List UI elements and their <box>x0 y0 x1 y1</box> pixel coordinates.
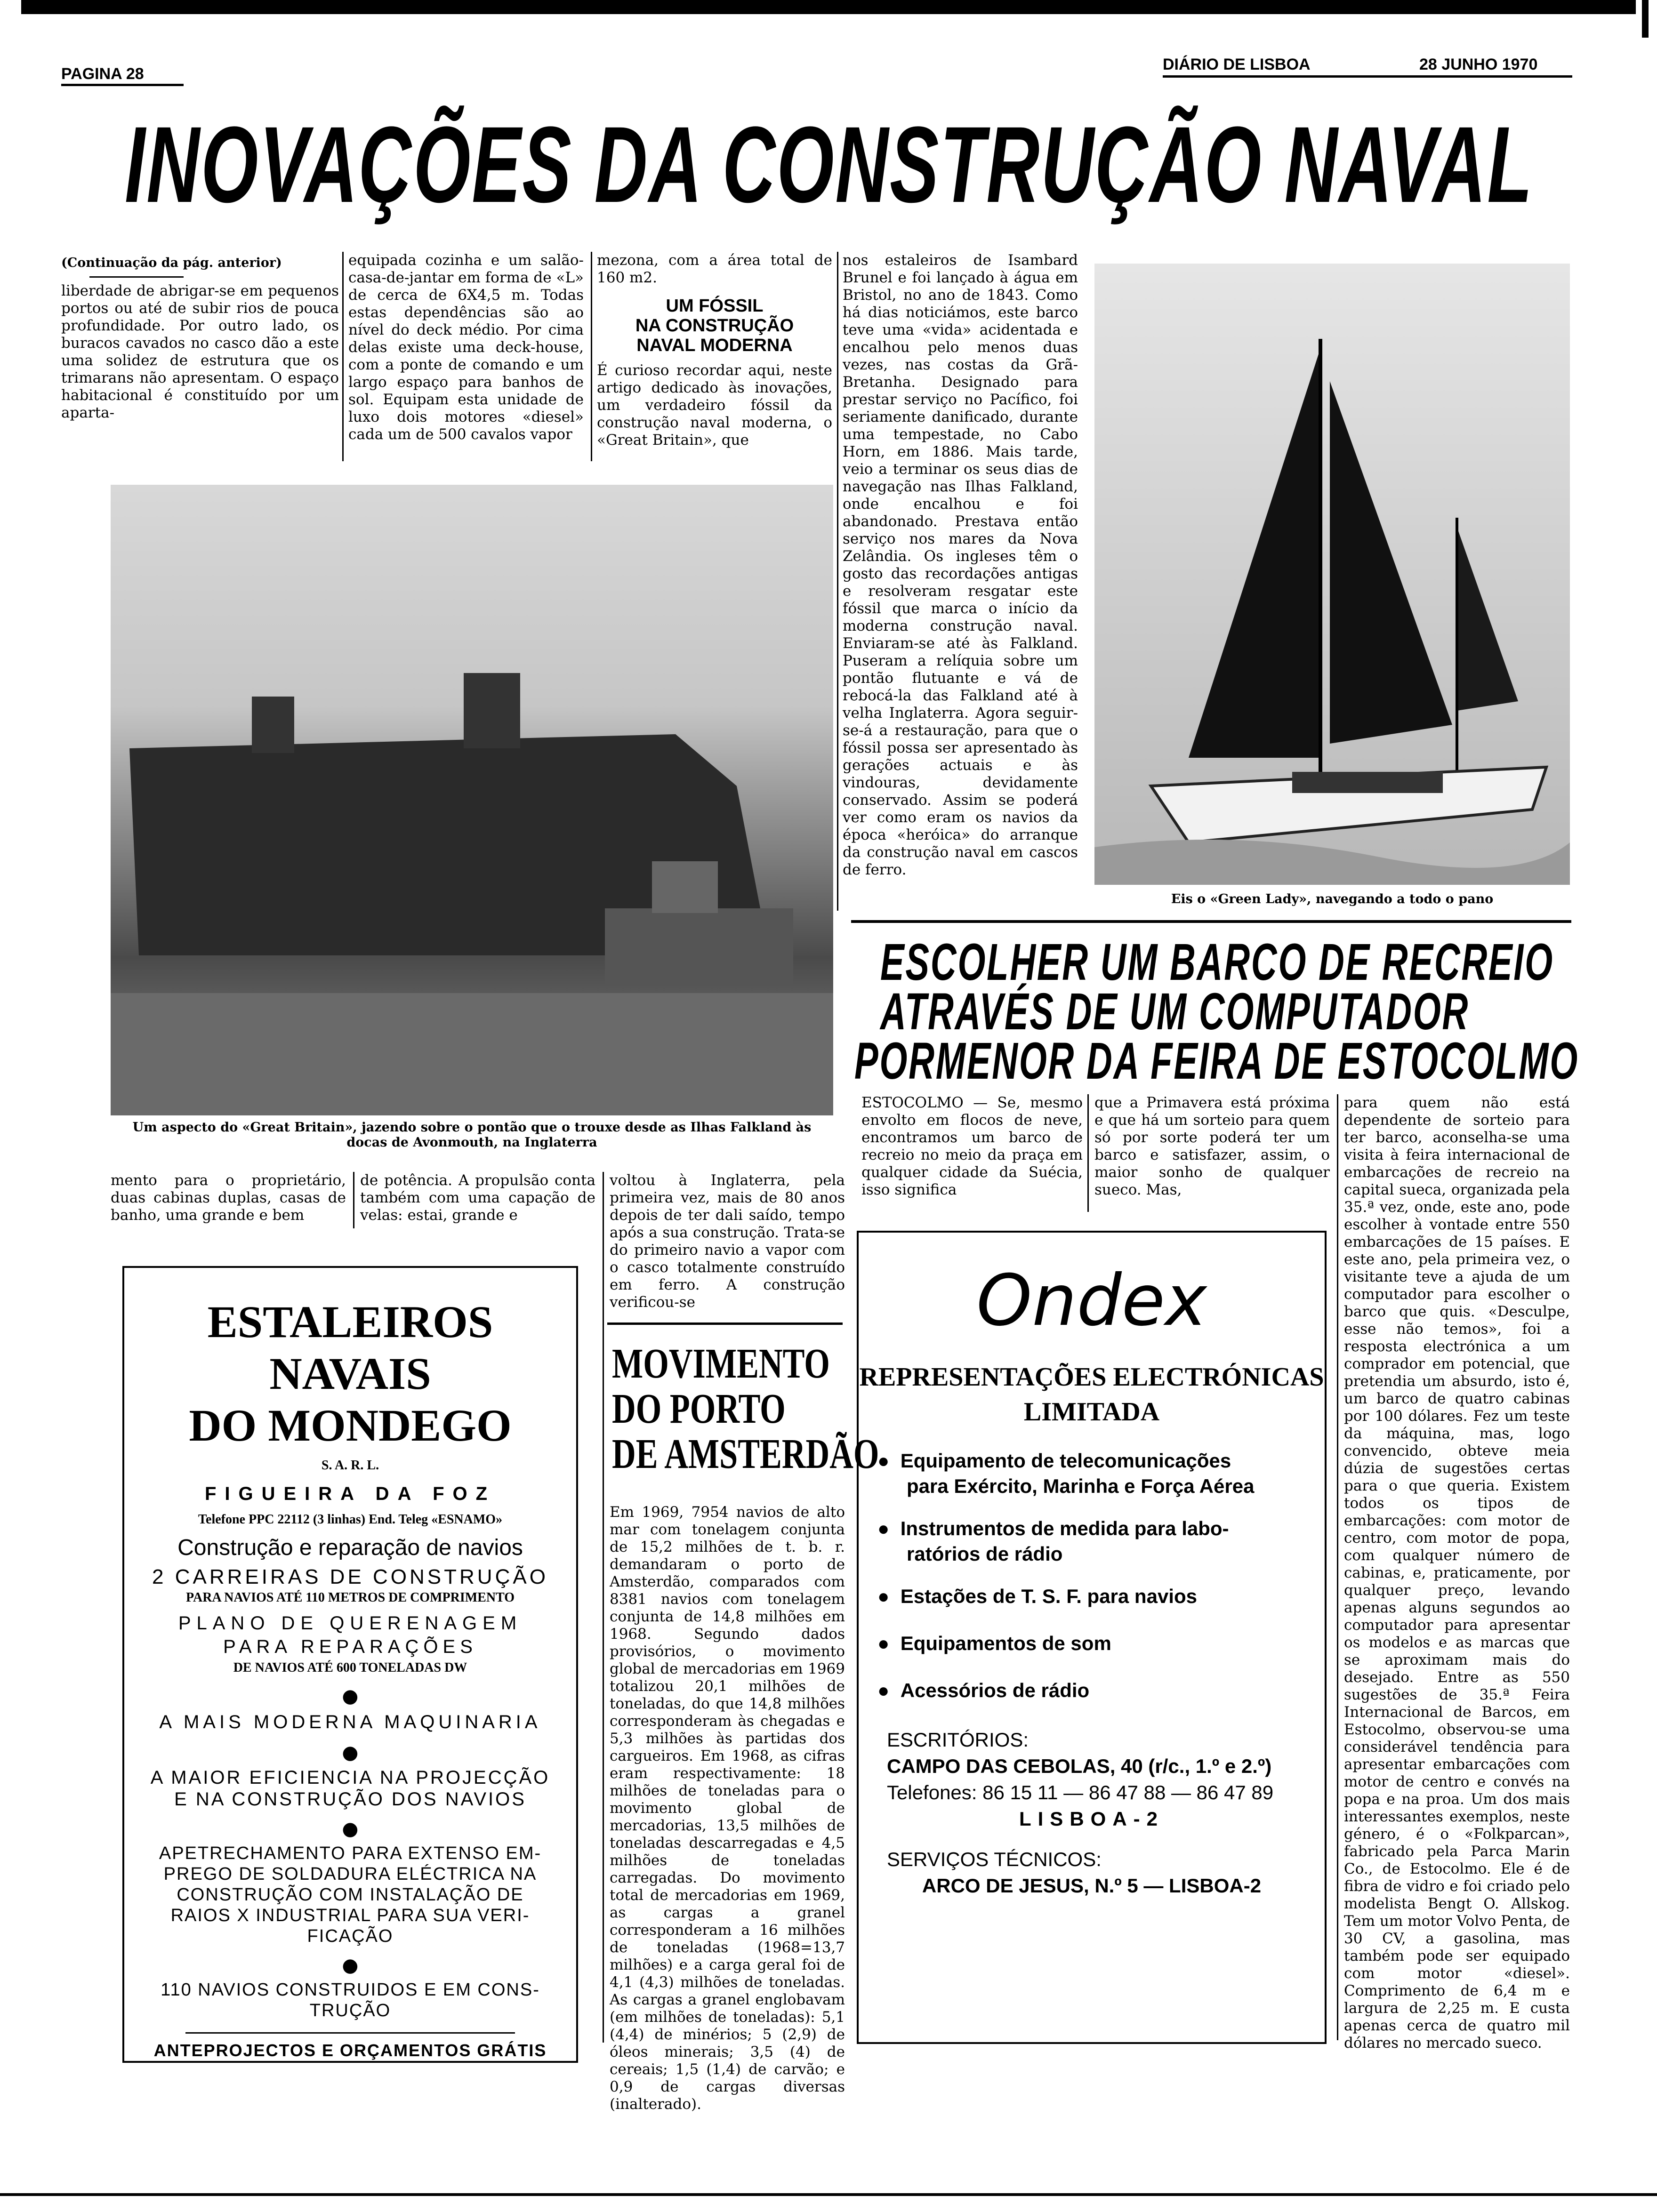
header-rule-right <box>1163 75 1572 78</box>
ad-mondego-line2: 2 CARREIRAS DE CONSTRUÇÃO <box>152 1565 548 1588</box>
ondex-city: LISBOA-2 <box>1019 1808 1164 1830</box>
ad-mondego-feat2b: E NA CONSTRUÇÃO DOS NAVIOS <box>174 1789 526 1810</box>
computer-col3: para quem não está dependente de sorteio para ter barco, aconselha-se uma visita à feira internacional de embarcações de recreio na capital sueca, organizada pela 35.ª vez, onde, este ano, pode escolher à vontade entre 550 embarcações de 15 países. E este ano, pela primeira vez, o visitante teve a ajuda de um computador para escolher o barco que quis. «Desculpe, esse não temos», foi a resposta electrónica a um comprador em potencial, que pretendia um absurdo, isto é, um barco de quatro cabinas por 100 dólares. Fez um teste da máquina, mas, logo convencido, obteve meia dúzia de sugestões certas para o que queria. Existem todos os tipos de embarcações: com motor de centro, com motor de popa, com qualquer número de cabinas, e, praticamente, por qualquer preço, levando apenas alguns segundos ao computador para apresentar os modelos e as marcas que se aproximam mais do desejado. Entre as 550 sugestões de 35.ª Feira Internacional de Barcos, em Estocolmo, observou-se uma considerável tendência para apresentar embarcações com motor de centro e convés na popa e na proa. Um dos mais interessantes exemplos, neste género, é o «Folkparcan», fabricado pela Parca Marin Co., de Estocolmo. Ele é de fibra de vidro e foi criado pelo modelista Bengt O. Allskog. Tem um motor Volvo Penta, de 30 CV, a gasolina, mas também pode ser equipado com motor «diesel». Comprimento de 6,4 m e largura de 2,25 m. E custa apenas cerca de quatro mil dólares no mercado sueco. <box>1344 1094 1570 2052</box>
ondex-tech-address: ARCO DE JESUS, N.º 5 — LISBOA-2 <box>922 1875 1262 1897</box>
computer-col1: ESTOCOLMO — Se, mesmo envolto em flocos de neve, encontramos um barco de recreio no meio da praça em qualquer cidade da Suécia, isso significa <box>861 1094 1083 1198</box>
continuation-note: (Continuação da pág. anterior) <box>61 256 282 270</box>
ad-mondego-feat4a: 110 NAVIOS CONSTRUIDOS E EM CONS- <box>161 1980 540 2000</box>
ad-bullet: ● <box>342 1685 359 1707</box>
intro-col3-top: mezona, com a área total de 160 m2. <box>597 252 832 286</box>
ad-mondego-phone: Telefone PPC 22112 (3 linhas) End. Teleg «ESNAMO» <box>198 1512 503 1527</box>
ondex-item: para Exército, Marinha e Força Aérea <box>907 1475 1255 1497</box>
fossil-bottom-col1: mento para o proprietário, duas cabinas duplas, casas de banho, uma grande e bem <box>111 1172 346 1224</box>
ondex-item: ● Acessórios de rádio <box>877 1679 1090 1701</box>
main-headline: INOVAÇÕES DA CONSTRUÇÃO NAVAL <box>125 104 1534 225</box>
ondex-title-1: REPRESENTAÇÕES ELECTRÓNICAS <box>859 1362 1324 1392</box>
ad-mondego-feat3a: APETRECHAMENTO PARA EXTENSO EM- <box>159 1843 542 1863</box>
ondex-item: ● Equipamento de telecomunicações <box>877 1450 1231 1472</box>
ad-bullet: ● <box>342 1742 359 1763</box>
fossil-title-3: NAVAL MODERNA <box>636 336 793 355</box>
fossil-column-3 <box>597 252 832 459</box>
fossil-col3-text: É curioso recordar aqui, neste artigo dedicado às inovações, um verdadeiro fóssil da construção naval moderna, o «Great Britain», que <box>597 362 832 449</box>
bottom-border-line <box>0 2193 1657 2196</box>
ondex-items <box>877 1448 1325 1703</box>
ad-mondego-line6: DE NAVIOS ATÉ 600 TONELADAS DW <box>233 1660 467 1675</box>
ondex-logo: Ondex <box>976 1260 1207 1342</box>
column-rule <box>1337 1094 1338 2040</box>
ad-mondego-title-1: ESTALEIROS NAVAIS <box>207 1297 493 1399</box>
computer-headline-3: PORMENOR DA FEIRA DE ESTOCOLMO <box>854 1032 1579 1090</box>
section-rule <box>851 920 1571 923</box>
amsterdam-title-1: MOVIMENTO <box>612 1340 830 1387</box>
ondex-offices-address: CAMPO DAS CEBOLAS, 40 (r/c., 1.º e 2.º) <box>887 1755 1272 1777</box>
ad-mondego-feat3c: CONSTRUÇÃO COM INSTALAÇÃO DE <box>177 1885 524 1905</box>
great-britain-caption: Um aspecto do «Great Britain», jazendo sobre o pontão que o trouxe desde as Ilhas Falkland às docas de Avonmouth, na Inglaterra <box>132 1120 812 1150</box>
ondex-offices-label: ESCRITÓRIOS: <box>887 1729 1029 1751</box>
column-rule <box>837 252 838 911</box>
column-rule <box>1087 1094 1089 1212</box>
ad-mondego-city: FIGUEIRA DA FOZ <box>204 1483 496 1504</box>
fossil-column-4: nos estaleiros de Isambard Brunel e foi lançado à água em Bristol, no ano de 1843. Como há dias noticiámos, este barco teve uma «vida» acidentada e encalhou pelo menos duas vezes, nas costas da Grã-Bretanha. Designado para prestar serviço no Pacífico, foi seriamente danificado, durante uma tempestade, no Cabo Horn, em 1886. Mais tarde, veio a terminar os seus dias de navegação nas Ilhas Falkland, onde encalhou e foi abandonado. Prestava então serviço nos mares da Nova Zelândia. Os ingleses têm o gosto das recordações antigas e resolveram resgatar este fóssil que marca o início da moderna construção naval. Enviaram-se até às Falkland. Puseram a relíquia sobre um pontão flutuante e vá de rebocá-la das Falkland até à velha Inglaterra. Agora seguir-se-á a restauração, para que o fóssil possa ser apresentado às gerações actuais e às vindouras, devidamente conservado. Assim se poderá ver como eram os navios da época «heróica» do arranque da construção naval em cascos de ferro. <box>843 252 1078 878</box>
fossil-title-2: NA CONSTRUÇÃO <box>635 316 794 336</box>
sailboat-image <box>1094 264 1570 885</box>
ondex-item: ● Equipamentos de som <box>877 1632 1111 1654</box>
ad-mondego-line5: PARA REPARAÇÕES <box>223 1636 477 1657</box>
issue-date: 28 JUNHO 1970 <box>1419 56 1538 73</box>
intro-column-2: equipada cozinha e um salão-casa-de-jantar em forma de «L» de cerca de 6X4,5 m. Todas estas dependências são ao nível do deck médio. Por cima delas existe uma deck-house, com a ponte de comando e um largo espaço para banhos de sol. Equipam esta unidade de luxo dois motores «diesel» cada um de 500 cavalos vapor <box>348 252 584 443</box>
great-britain-photo <box>111 485 833 1115</box>
ondex-item: ● Estações de T. S. F. para navios <box>877 1585 1197 1607</box>
page-label: PAGINA 28 <box>61 65 144 83</box>
ondex-phones: Telefones: 86 15 11 — 86 47 88 — 86 47 89 <box>887 1781 1274 1803</box>
ad-mondego-feat4b: TRUÇÃO <box>309 2001 391 2020</box>
ondex-offices <box>887 1727 1325 1899</box>
ad-mondego-line4: PLANO DE QUERENAGEM <box>178 1613 523 1634</box>
ad-mondego-feat3e: FICAÇÃO <box>307 1926 394 1946</box>
ad-bullet: ● <box>342 1955 359 1976</box>
ad-mondego-divider <box>185 2032 515 2034</box>
ad-mondego-feat1: A MAIS MODERNA MAQUINARIA <box>159 1712 541 1732</box>
column-rule <box>342 252 344 461</box>
ship-image <box>111 485 833 1115</box>
green-lady-caption: Eis o «Green Lady», navegando a todo o pano <box>1171 892 1494 906</box>
ondex-tech-label: SERVIÇOS TÉCNICOS: <box>887 1848 1102 1870</box>
ondex-title-2: LIMITADA <box>1023 1397 1160 1427</box>
ad-ondex <box>857 1231 1327 2044</box>
computer-col2: que a Primavera está próxima e que há um sorteio para quem só por sorte poderá ter um barco e satisfazer, assim, o maior sonho de qualquer sueco. Mas, <box>1094 1094 1330 1198</box>
ad-estaleiros-mondego <box>122 1266 578 2063</box>
continuation-rule <box>89 276 184 278</box>
computer-headline-2: ATRAVÉS DE UM COMPUTADOR <box>880 983 1470 1041</box>
column-rule <box>591 252 592 461</box>
fossil-bottom-col3: voltou à Inglaterra, pela primeira vez, mais de 80 anos depois de ter dali saído, tempo após a sua construção. Trata-se do primeiro navio a vapor com o casco totalmente construído em ferro. A construção verificou-se <box>610 1172 845 1311</box>
ad-mondego-feat3d: RAIOS X INDUSTRIAL PARA SUA VERI- <box>170 1906 530 1925</box>
ad-mondego-feat2a: A MAIOR EFICIENCIA NA PROJECÇÃO <box>150 1767 550 1788</box>
ad-mondego-line3: PARA NAVIOS ATÉ 110 METROS DE COMPRIMENTO <box>185 1590 515 1605</box>
intro-column-1 <box>61 254 339 461</box>
amsterdam-body: Em 1969, 7954 navios de alto mar com tonelagem conjunta de 15,2 milhões de t. b. r. demandaram o porto de Amsterdão, comparados com 8381 navios com tonelagem conjunta de 14,8 milhões em 1968. Segundo dados provisórios, o movimento global de mercadorias em 1969 totalizou 20,1 milhões de toneladas, do que 14,8 milhões corresponderam às chegadas e 5,3 milhões às partidas dos cargueiros. Em 1968, as cifras eram respectivamente: 18 milhões de toneladas para o movimento global de mercadorias, 13,5 milhões de toneladas descarregadas e 4,5 milhões de toneladas carregadas. Do movimento total de mercadorias em 1969, as cargas a granel corresponderam a 16 milhões de toneladas (1968=13,7 milhões) e a carga geral foi de 4,1 (4,3) milhões de toneladas. As cargas a granel englobavam (em milhões de toneladas): 5,1 (4,4) de minérios; 5 (2,9) de óleos minerais; 3,5 (4) de cereais; 1,5 (1,4) de carvão; e 0,9 de cargas diversas (inalterado). <box>610 1504 845 2113</box>
ad-bullet: ● <box>342 1818 359 1840</box>
ad-mondego-feat3b: PREGO DE SOLDADURA ELÉCTRICA NA <box>163 1864 537 1884</box>
fossil-title-1: UM FÓSSIL <box>666 296 764 316</box>
intro-col1-text: liberdade de abrigar-se em pequenos portos ou até de subir rios de pouca profundidade. Por outro lado, os buracos cavados no casco dão a este uma solidez de estrutura que os trimarans não apresentam. O espaço habitacional é constituído por um aparta- <box>61 282 339 421</box>
ad-mondego-title-2: DO MONDEGO <box>189 1400 512 1451</box>
amsterdam-title-2: DO PORTO <box>612 1386 786 1432</box>
amsterdam-rule <box>607 1322 843 1325</box>
green-lady-photo <box>1094 264 1570 885</box>
ad-mondego-sarl: S. A. R. L. <box>321 1458 379 1473</box>
right-border-bar <box>1642 0 1649 38</box>
fossil-bottom-col2: de potência. A propulsão conta também com uma capação de velas: estai, grande e <box>360 1172 595 1224</box>
ondex-item: ratórios de rádio <box>907 1543 1063 1565</box>
header-rule-left <box>61 84 184 86</box>
ad-mondego-footer: ANTEPROJECTOS E ORÇAMENTOS GRÁTIS <box>153 2041 547 2060</box>
ad-mondego-line1: Construção e reparação de navios <box>177 1535 523 1560</box>
ondex-item: ● Instrumentos de medida para labo- <box>877 1517 1229 1539</box>
column-rule <box>353 1172 354 1228</box>
column-rule <box>603 1172 604 2043</box>
top-border-bar <box>21 0 1636 14</box>
amsterdam-title <box>612 1340 879 1477</box>
computer-headline-1: ESCOLHER UM BARCO DE RECREIO <box>880 933 1554 991</box>
amsterdam-title-3: DE AMSTERDÃO <box>612 1431 879 1477</box>
newspaper-name: DIÁRIO DE LISBOA <box>1163 56 1311 73</box>
